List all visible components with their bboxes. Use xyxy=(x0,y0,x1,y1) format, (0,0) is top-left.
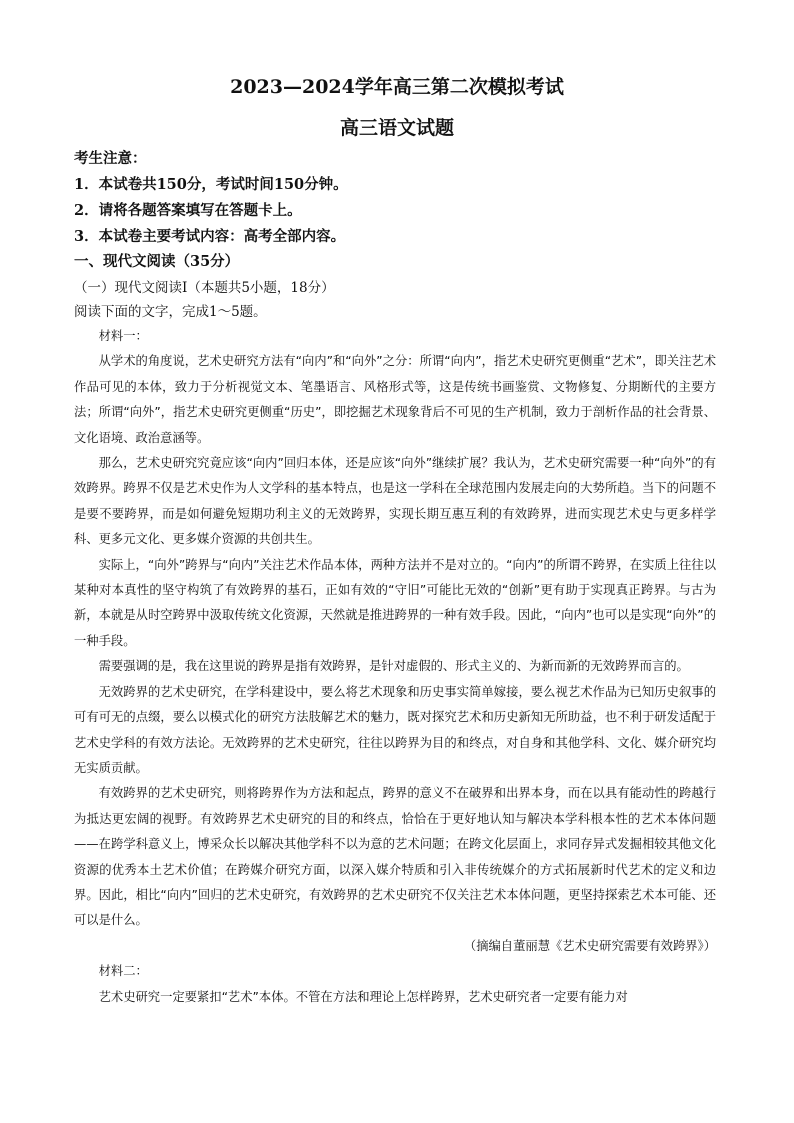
passage-paragraph: 从学术的角度说，艺术史研究方法有“向内”和“向外”之分：所谓“向内”，指艺术史研究更侧重“艺术”，即关注艺术作品可见的本体，致力于分析视觉文本、笔墨语言、风格形式等，这是传统书画鉴赏、文物修复、分期断代的主要方法；所谓“向外”，指艺术史研究更侧重“历史”，即挖掘艺术现象背后不可见的生产机制，致力于剖析作品的社会背景、文化语境、政治意涵等。 xyxy=(74,354,716,445)
notice-heading: 考生注意： xyxy=(74,150,147,167)
exam-subtitle: 高三语文试题 xyxy=(339,117,454,139)
passage-paragraph: 艺术史研究一定要紧扣“艺术”本体。不管在方法和理论上怎样跨界，艺术史研究者一定要有能力对 xyxy=(98,989,628,1004)
passage-paragraph: 那么，艺术史研究究竟应该“向内”回归本体，还是应该“向外”继续扩展？我认为，艺术史研究需要一种“向外”的有效跨界。跨界不仅是艺术史作为人文学科的基本特点，也是这一学科在全球范围内发展走向的大势所趋。当下的问题不是要不要跨界，而是如何避免短期功利主义的无效跨界，实现长期互惠互利的有效跨界，进而实现艺术史与更多样学科、更多元文化、更多媒介资源的共创共生。 xyxy=(74,456,716,547)
exam-title: 2023—2024学年高三第二次模拟考试 xyxy=(230,76,564,98)
section-heading: 一、现代文阅读（35分） xyxy=(74,253,240,270)
passage-paragraph: 无效跨界的艺术史研究，在学科建设中，要么将艺术现象和历史事实简单嫁接，要么视艺术作品为已知历史叙事的可有可无的点缀，要么以模式化的研究方法肢解艺术的魅力，既对探究艺术和历史新知无所助益，也不利于研发适配于艺术史学科的有效方法论。无效跨界的艺术史研究，往往以跨界为目的和终点，对自身和其他学科、文化、媒介研究均无实质贡献。 xyxy=(74,684,716,775)
material-one-label: 材料一： xyxy=(98,329,148,343)
section-subheading: （一）现代文阅读Ⅰ（本题共5小题，18分） xyxy=(74,280,335,296)
notice-item: 2．请将各题答案填写在答题卡上。 xyxy=(74,202,302,219)
passage-paragraph: 实际上，“向外”跨界与“向内”关注艺术作品本体，两种方法并不是对立的。“向内”的所谓不跨界，在实质上往往以某种对本真性的坚守构筑了有效跨界的基石，正如有效的“守旧”可能比无效的“创新”更有助于实现真正跨界。与古为新，本就是从时空跨界中汲取传统文化资源，天然就是推进跨界的一种有效手段。因此，“向内”也可以是实现“向外”的一种手段。 xyxy=(74,557,716,648)
reading-instruction: 阅读下面的文字，完成1～5题。 xyxy=(74,304,267,320)
notice-item: 1．本试卷共150分，考试时间150分钟。 xyxy=(74,176,348,193)
passage-paragraph: 需要强调的是，我在这里说的跨界是指有效跨界，是针对虚假的、形式主义的、为新而新的无效跨界而言的。 xyxy=(98,659,689,674)
material-one-source: （摘编自董丽慧《艺术史研究需要有效跨界》） xyxy=(463,938,716,953)
material-two-label: 材料二： xyxy=(98,964,148,979)
candidate-notice xyxy=(74,146,734,250)
notice-item: 3．本试卷主要考试内容：高考全部内容。 xyxy=(74,228,346,245)
passage-paragraph: 有效跨界的艺术史研究，则将跨界作为方法和起点，跨界的意义不在破界和出界本身，而在以具有能动性的跨越行为抵达更宏阔的视野。有效跨界艺术史研究的目的和终点，恰恰在于更好地认知与解决本学科根本性的艺术本体问题——在跨学科意义上，博采众长以解决其他学科不以为意的艺术问题；在跨文化层面上，求同存异式发掘相较其他文化资源的优秀本土艺术价值；在跨媒介研究方面，以深入媒介特质和引入非传统媒介的方式拓展新时代艺术的定义和边界。因此，相比“向内”回归的艺术史研究，有效跨界的艺术史研究不仅关注艺术本体问题，更坚持探索艺术本可能、还可以是什么。 xyxy=(74,786,716,928)
reading-passage xyxy=(74,324,716,1010)
